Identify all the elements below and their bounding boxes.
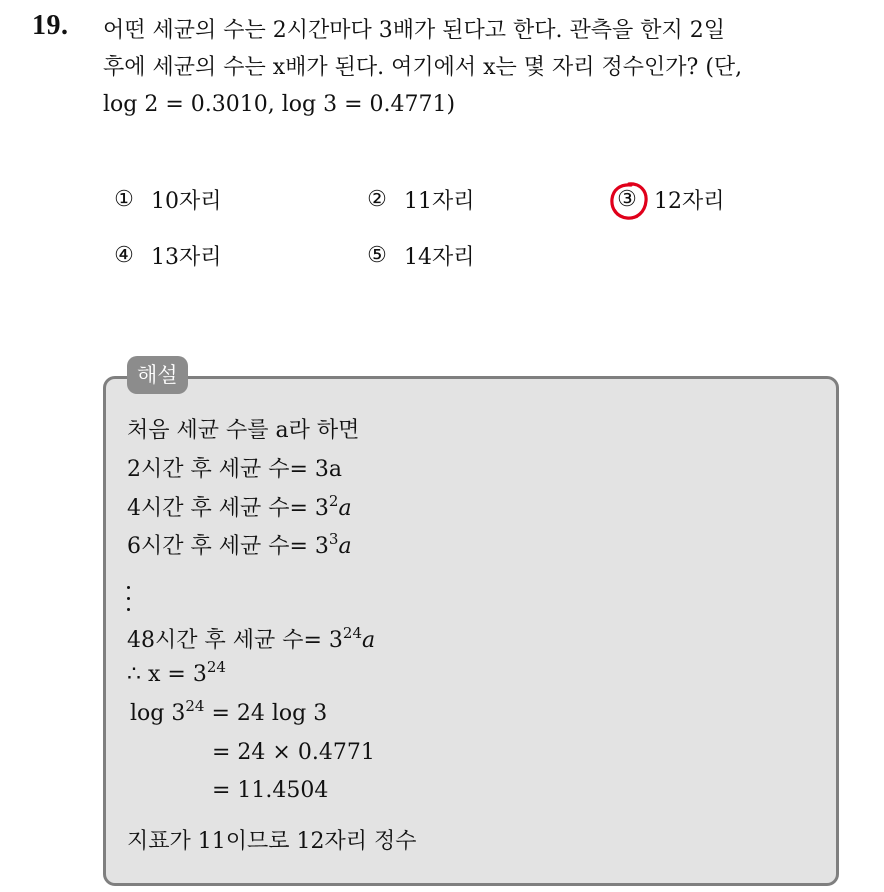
solution-line-4-text: 6시간 후 세균 수= 3 <box>127 534 329 559</box>
solution-line-2: 2시간 후 세균 수= 3a <box>127 457 343 482</box>
question-text <box>103 12 873 123</box>
solution-line-3-text: 4시간 후 세균 수= 3 <box>127 496 329 521</box>
solution-conclusion: 지표가 11이므로 12자리 정수 <box>127 829 417 854</box>
solution-line-1: 처음 세균 수를 a라 하면 <box>127 418 360 443</box>
solution-line-3-variable: a <box>338 496 352 521</box>
solution-line-6-exponent: 24 <box>206 658 226 676</box>
solution-line-9: = 11.4504 <box>212 778 329 803</box>
solution-line-5-variable: a <box>362 628 376 653</box>
solution-label: 해설 <box>127 356 188 394</box>
question-line-1: 어떤 세균의 수는 2시간마다 3배가 된다고 한다. 관측을 한지 2일 <box>103 18 725 43</box>
choice-3-label: 12자리 <box>654 189 725 214</box>
solution-line-8: = 24 × 0.4771 <box>212 740 375 765</box>
solution-line-5 <box>127 623 375 654</box>
solution-line-4-exponent: 3 <box>328 530 339 548</box>
choice-4[interactable] <box>111 240 222 271</box>
vertical-ellipsis <box>126 584 132 614</box>
solution-line-4 <box>127 529 352 560</box>
choice-2[interactable] <box>364 184 475 215</box>
choice-4-number: ④ <box>114 243 134 268</box>
choice-5-label: 14자리 <box>404 245 475 270</box>
question-line-2: 후에 세균의 수는 x배가 된다. 여기에서 x는 몇 자리 정수인가? (단, <box>103 55 743 80</box>
choice-1-number: ① <box>114 187 134 212</box>
solution-line-6-text: ∴ x = 3 <box>127 662 207 687</box>
choice-2-number: ② <box>367 187 387 212</box>
solution-line-3 <box>127 491 352 522</box>
question-line-3: log 2 = 0.3010, log 3 = 0.4771) <box>103 92 456 117</box>
choice-1-label: 10자리 <box>151 189 222 214</box>
choice-3-number: ③ <box>617 187 637 212</box>
solution-line-3-exponent: 2 <box>328 492 339 510</box>
solution-line-6 <box>127 658 226 687</box>
solution-line-4-variable: a <box>338 534 352 559</box>
solution-line-7-exponent: 24 <box>185 697 205 715</box>
choice-1[interactable] <box>111 184 222 215</box>
choice-2-label: 11자리 <box>404 189 475 214</box>
solution-line-7-rhs: = 24 log 3 <box>204 701 328 726</box>
choice-5-number: ⑤ <box>367 243 387 268</box>
solution-line-7 <box>130 697 328 726</box>
choice-5[interactable] <box>364 240 475 271</box>
solution-line-5-text: 48시간 후 세균 수= 3 <box>127 628 343 653</box>
solution-line-5-exponent: 24 <box>342 624 363 642</box>
choice-4-label: 13자리 <box>151 245 222 270</box>
solution-line-7-text: log 3 <box>130 701 186 726</box>
question-number: 19. <box>32 10 69 41</box>
choice-3[interactable] <box>614 184 725 215</box>
